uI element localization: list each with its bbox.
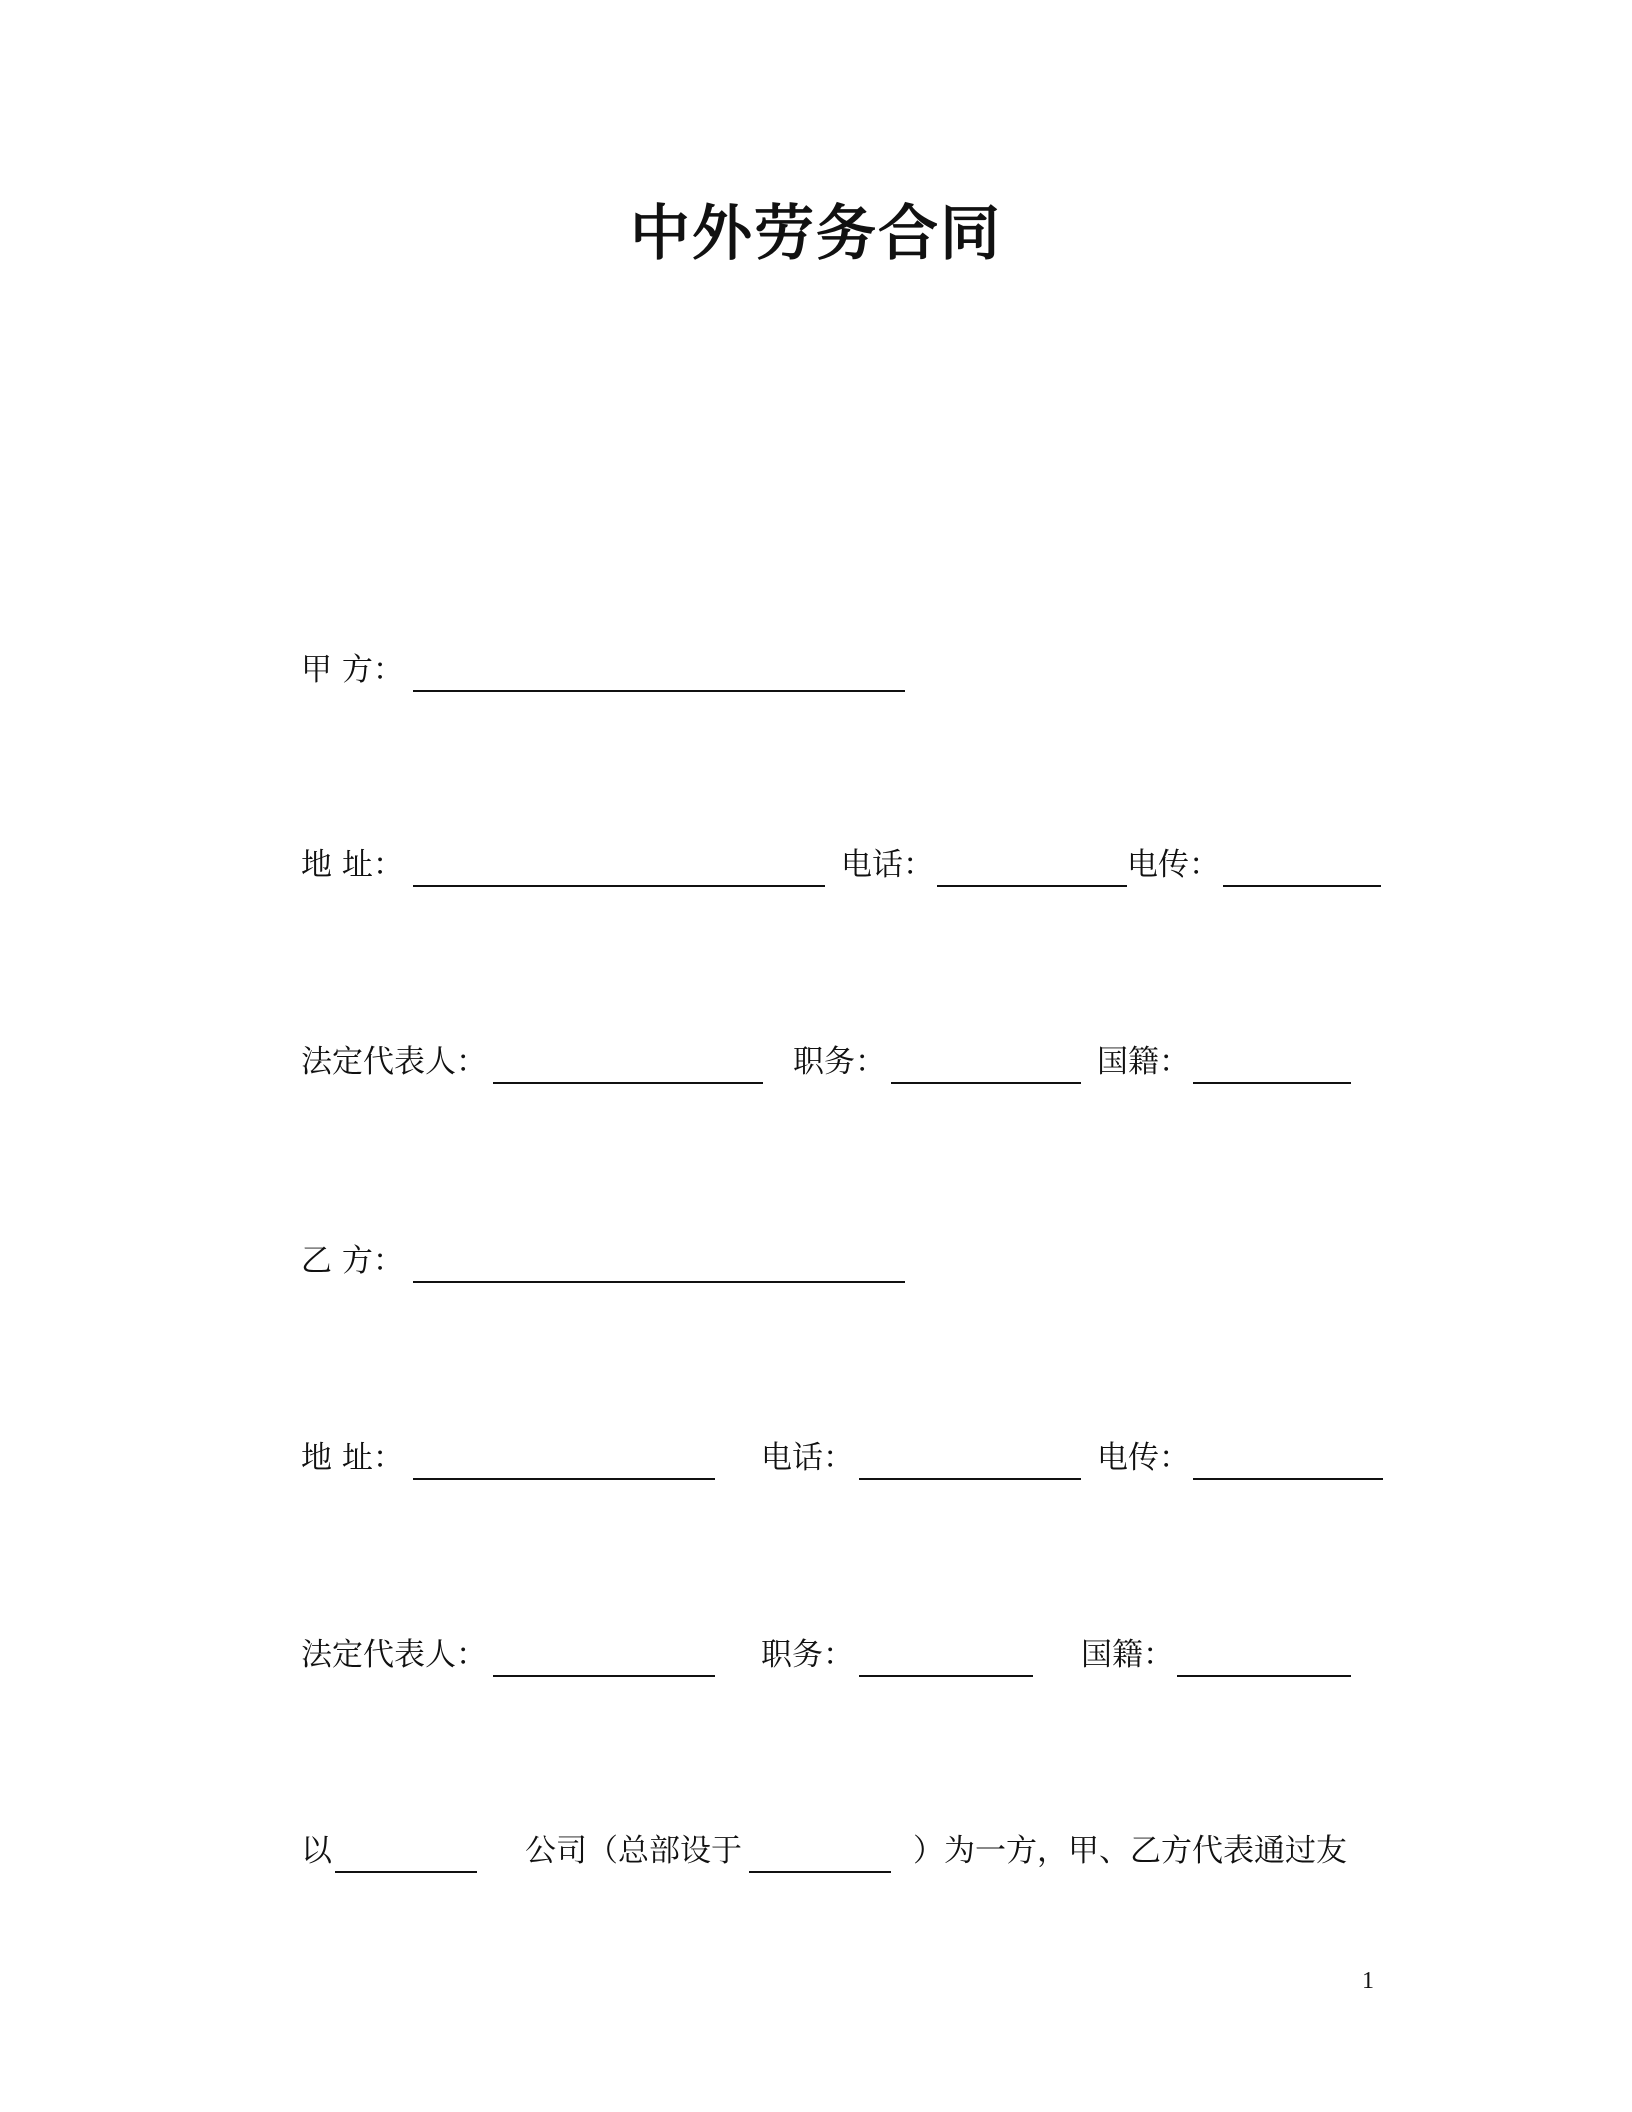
- party-b-fax-blank[interactable]: [1193, 1478, 1383, 1480]
- party-a-rep-row: [0, 1040, 1632, 1100]
- party-a-fax-label: 电传：: [1127, 847, 1220, 883]
- party-a-name-row: [0, 648, 1632, 708]
- party-a-position-label: 职务：: [793, 1044, 886, 1080]
- preamble-prefix: 以: [301, 1833, 332, 1869]
- party-a-nationality-label: 国籍：: [1097, 1044, 1190, 1080]
- party-a-address-label: 地 址：: [301, 847, 404, 883]
- party-b-legal-rep-label: 法定代表人：: [301, 1637, 487, 1673]
- page-number: 1: [1362, 1968, 1374, 1994]
- party-a-fax-blank[interactable]: [1223, 885, 1381, 887]
- party-a-phone-blank[interactable]: [937, 885, 1127, 887]
- party-a-nationality-blank[interactable]: [1193, 1082, 1351, 1084]
- party-b-nationality-blank[interactable]: [1177, 1675, 1351, 1677]
- preamble-suffix: ）为一方，甲、乙方代表通过友: [913, 1833, 1347, 1869]
- party-b-fax-label: 电传：: [1097, 1440, 1190, 1476]
- party-a-phone-label: 电话：: [841, 847, 934, 883]
- preamble-row: [0, 1829, 1632, 1889]
- party-b-address-blank[interactable]: [413, 1478, 715, 1480]
- party-b-nationality-label: 国籍：: [1081, 1637, 1174, 1673]
- party-b-phone-blank[interactable]: [859, 1478, 1081, 1480]
- party-a-contact-row: [0, 843, 1632, 903]
- party-a-address-blank[interactable]: [413, 885, 825, 887]
- party-b-name-blank[interactable]: [413, 1281, 905, 1283]
- party-b-contact-row: [0, 1436, 1632, 1496]
- party-a-name-blank[interactable]: [413, 690, 905, 692]
- preamble-company-text: 公司（总部设于: [525, 1833, 742, 1869]
- party-a-name-label: 甲 方：: [301, 652, 404, 688]
- party-b-position-label: 职务：: [761, 1637, 854, 1673]
- party-a-position-blank[interactable]: [891, 1082, 1081, 1084]
- party-b-phone-label: 电话：: [761, 1440, 854, 1476]
- party-b-name-row: [0, 1239, 1632, 1299]
- preamble-blank-2[interactable]: [749, 1871, 891, 1873]
- party-b-position-blank[interactable]: [859, 1675, 1033, 1677]
- party-b-address-label: 地 址：: [301, 1440, 404, 1476]
- party-b-legal-rep-blank[interactable]: [493, 1675, 715, 1677]
- party-a-legal-rep-label: 法定代表人：: [301, 1044, 487, 1080]
- party-b-name-label: 乙 方：: [301, 1243, 404, 1279]
- party-b-rep-row: [0, 1633, 1632, 1693]
- page-title: 中外劳务合同: [630, 199, 1002, 269]
- preamble-blank-1[interactable]: [335, 1871, 477, 1873]
- party-a-legal-rep-blank[interactable]: [493, 1082, 763, 1084]
